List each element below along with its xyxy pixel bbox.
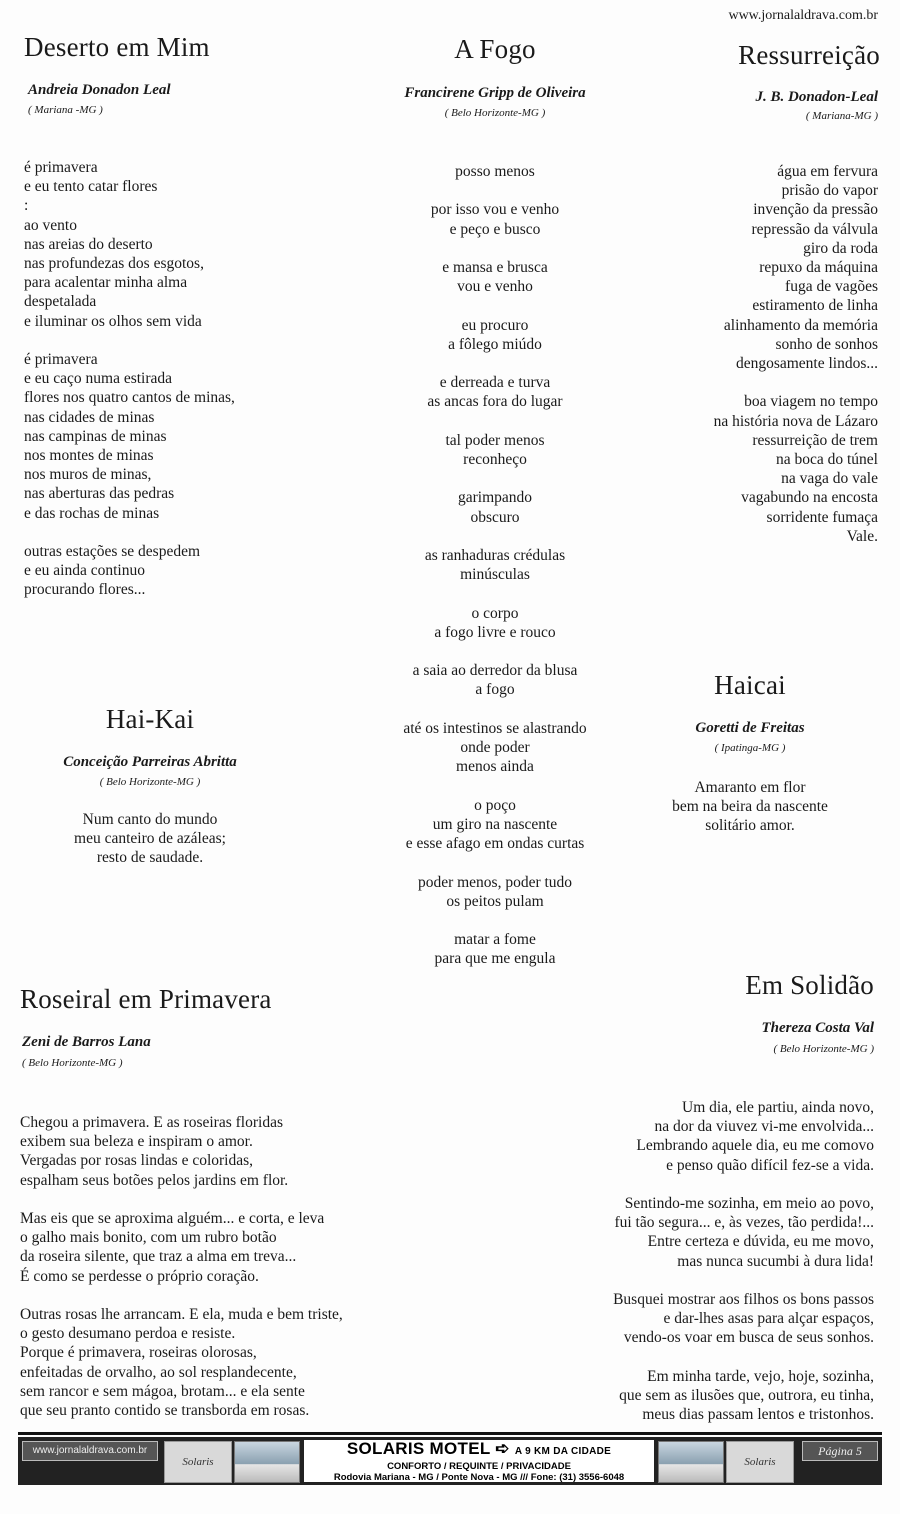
poem-city: ( Mariana -MG ) — [28, 104, 103, 116]
motel-logo: Solaris — [164, 1441, 232, 1483]
poem-city: ( Mariana-MG ) — [805, 110, 878, 122]
poem-text: posso menos por isso vou e venho e peço e busco e mansa e brusca vou e venho eu procuro a fôlego miúdo e derreada e turva as ancas fora do lugar tal poder menos reconheço garimpando obscuro as ranhaduras crédulas minúsculas o corpo a fogo livre e rouco a saia ao derredor da blusa a fogo até os intestinos se alastrando onde poder menos ainda o poço um giro na nascente e esse afago em ondas curtas poder menos, poder tudo os peitos pulam matar a fome para que me engula — [403, 163, 587, 968]
motel-photo — [234, 1441, 300, 1483]
site-url-header: www.jornalaldrava.com.br — [728, 8, 878, 23]
poem-title: Haicai — [714, 670, 786, 700]
poem-author: Zeni de Barros Lana — [22, 1034, 151, 1050]
poem-author: Thereza Costa Val — [761, 1020, 874, 1036]
poem-title: A Fogo — [454, 34, 536, 64]
poem-title: Roseiral em Primavera — [20, 984, 272, 1014]
ad-address: Rodovia Mariana - MG / Ponte Nova - MG /// Fone: (31) 3556-6048 — [333, 1472, 625, 1483]
arrow-right-icon: ➪ — [495, 1439, 510, 1458]
poem-author: J. B. Donadon-Leal — [755, 89, 878, 105]
poem-title: Hai-Kai — [105, 704, 195, 734]
ad-features: CONFORTO / REQUINTE / PRIVACIDADE — [387, 1461, 571, 1472]
poem-text: Um dia, ele partiu, ainda novo, na dor da viuvez vi-me envolvida... Lembrando aquele dia, eu me comovo e penso quão difícil fez-se a vida. Sentindo-me sozinha, em meio ao povo, fui tão segura... e, às vezes, tão perdida!... Entre certeza e dúvida, eu me movo, mas nunca sucumbi à dura lida! Busquei mostrar aos filhos os bons passos e dar-lhes asas para alçar espaços, vendo-os voar em busca de seus sonhos. Em minha tarde, vejo, hoje, sozinha, que sem as ilusões que, outrora, eu tinha, meus dias passam lentos e tristonhos. — [613, 1099, 874, 1424]
poem-author: Conceição Parreiras Abritta — [63, 754, 237, 770]
motel-advertisement — [304, 1440, 654, 1482]
poem-title: Ressurreição — [738, 40, 880, 70]
poem-text: é primavera e eu tento catar flores : ao vento nas areias do deserto nas profundezas dos esgotos, para acalentar minha alma despetalada e iluminar os olhos sem vida é primavera e eu caço numa estirada flores nos quatro cantos de minas, nas cidades de minas nas campinas de minas nos montes de minas nos muros de minas, nas aberturas das pedras e das rochas de minas outras estações se despedem e eu ainda continuo procurando flores... — [24, 159, 235, 599]
poem-author: Goretti de Freitas — [695, 720, 805, 736]
ad-title-row — [304, 1440, 654, 1461]
poem-city: ( Belo Horizonte-MG ) — [444, 107, 546, 119]
poem-title: Em Solidão — [745, 970, 874, 1000]
motel-photo — [658, 1441, 724, 1483]
motel-logo: Solaris — [726, 1441, 794, 1483]
poem-text: Chegou a primavera. E as roseiras floridas exibem sua beleza e inspiram o amor. Vergadas por rosas lindas e coloridas, espalham seus botões pelos jardins em flor. Mas eis que se aproxima alguém... e corta, e leva o galho mais bonito, com um rubro botão da roseira silente, que traz a alma em treva... É como se perdesse o próprio coração. Outras rosas lhe arrancam. E ela, muda e bem triste, o gesto desumano perdoa e resiste. Porque é primavera, roseiras olorosas, enfeitadas de orvalho, ao sol resplandecente, sem rancor e sem mágoa, brotam... e ela sente que seu pranto contido se transborda em rosas. — [20, 1114, 343, 1420]
poem-text: Amaranto em flor bem na beira da nascente solitário amor. — [672, 779, 828, 835]
ad-title: SOLARIS MOTEL — [346, 1439, 491, 1458]
poem-author: Francirene Gripp de Oliveira — [404, 85, 586, 101]
poem-city: ( Ipatinga-MG ) — [714, 742, 786, 754]
poem-author: Andreia Donadon Leal — [28, 82, 171, 98]
ad-distance: A 9 KM DA CIDADE — [514, 1446, 612, 1457]
poem-city: ( Belo Horizonte-MG ) — [22, 1057, 123, 1069]
poem-city: ( Belo Horizonte-MG ) — [99, 776, 201, 788]
footer-divider — [18, 1432, 882, 1435]
poem-city: ( Belo Horizonte-MG ) — [773, 1043, 874, 1055]
footer-site-link[interactable]: www.jornalaldrava.com.br — [22, 1441, 158, 1461]
poem-text: Num canto do mundo meu canteiro de azáleas; resto de saudade. — [74, 811, 226, 867]
footer-banner — [18, 1437, 882, 1485]
poem-title: Deserto em Mim — [24, 32, 210, 62]
poem-text: água em fervura prisão do vapor invenção da pressão repressão da válvula giro da roda repuxo da máquina fuga de vagões estiramento de linha alinhamento da memória sonho de sonhos dengosamente lindos... boa viagem no tempo na história nova de Lázaro ressurreição de trem na boca do túnel na vaga do vale vagabundo na encosta sorridente fumaça Vale. — [713, 163, 878, 545]
page-number: Página 5 — [802, 1441, 878, 1461]
